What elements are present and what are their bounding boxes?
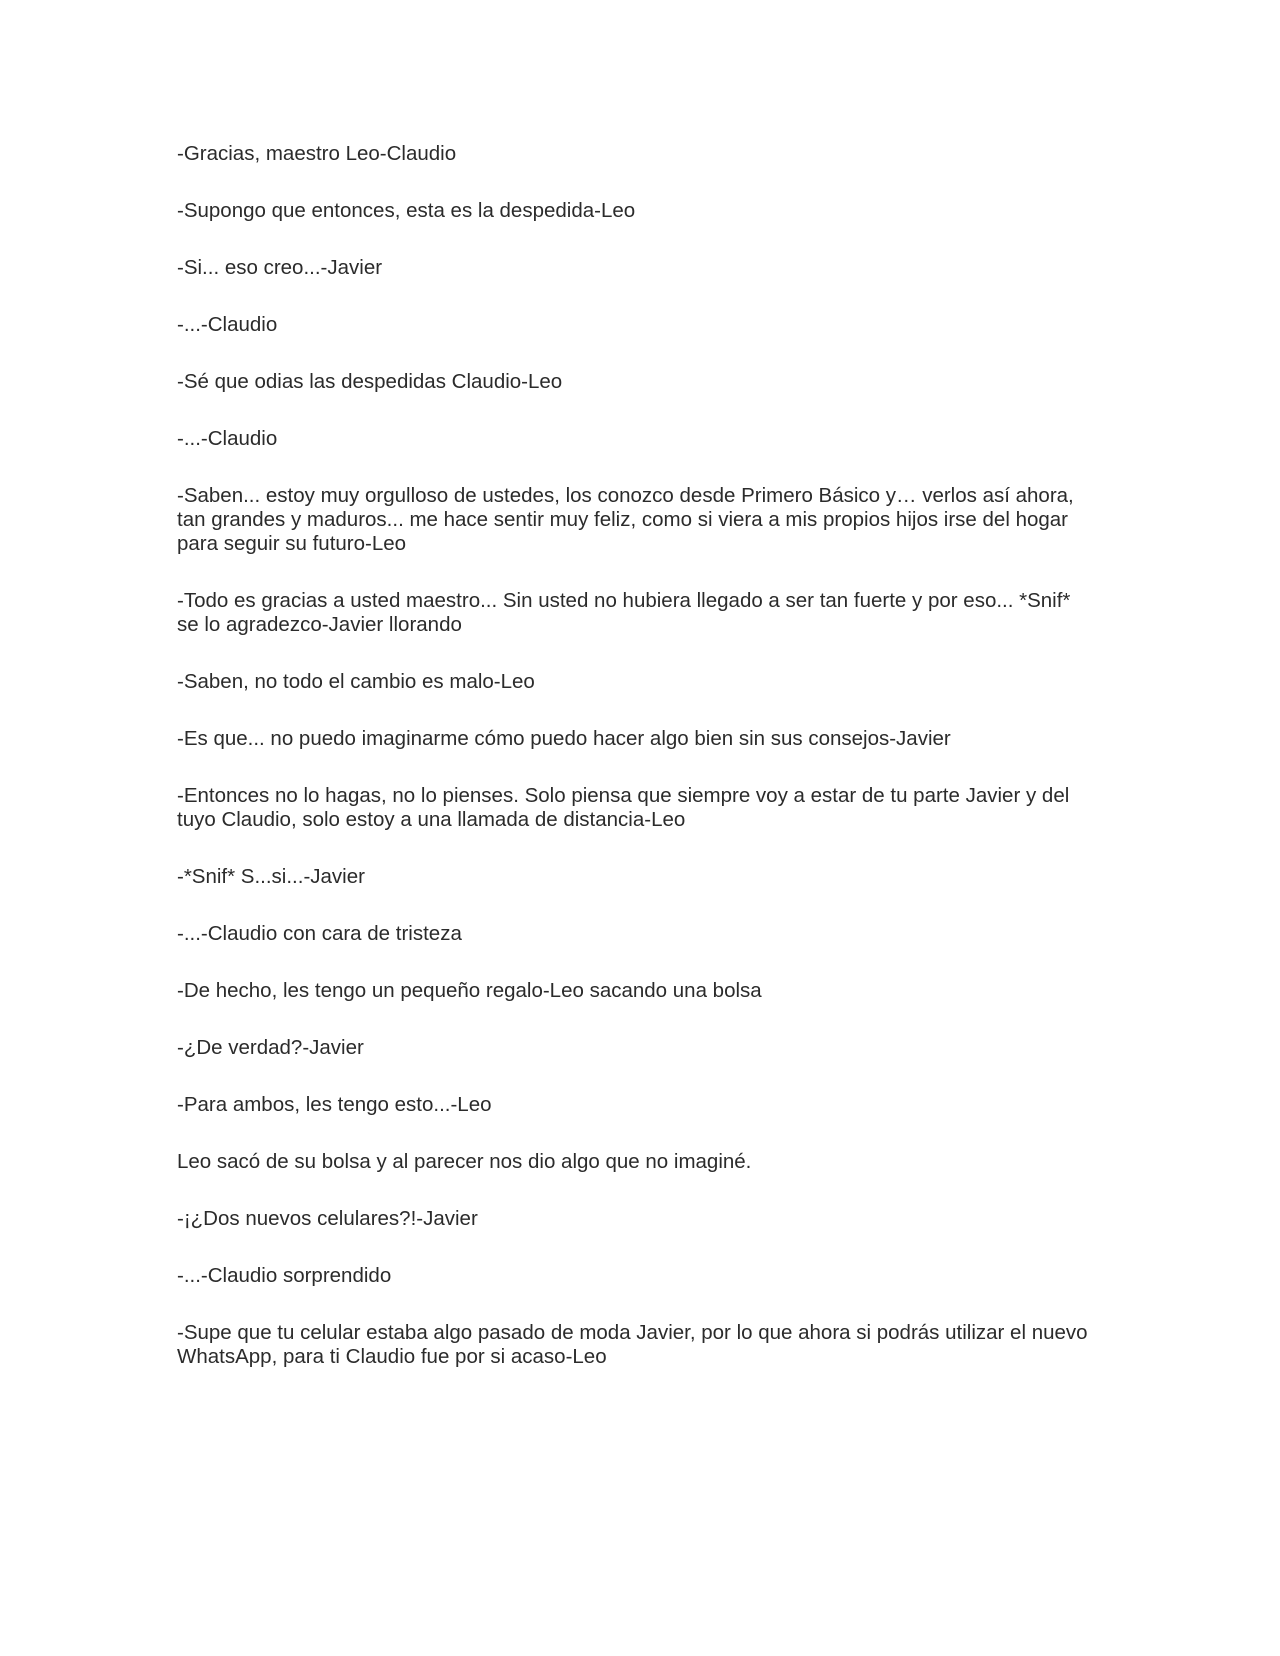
document-body [177,142,1097,1402]
paragraph-2: -Supongo que entonces, esta es la despedida-Leo [177,199,636,222]
paragraph-18: -¡¿Dos nuevos celulares?!-Javier [177,1207,478,1230]
paragraph-19: -...-Claudio sorprendido [177,1264,392,1287]
paragraph-16: -Para ambos, les tengo esto...-Leo [177,1093,492,1116]
paragraph-3: -Si... eso creo...-Javier [177,256,383,279]
paragraph-14: -De hecho, les tengo un pequeño regalo-Leo sacando una bolsa [177,979,762,1002]
paragraph-11: -Entonces no lo hagas, no lo pienses. Solo piensa que siempre voy a estar de tu parte Javier y del tuyo Claudio, solo estoy a una llamada de distancia-Leo [177,784,1070,831]
paragraph-1: -Gracias, maestro Leo-Claudio [177,142,457,165]
paragraph-17: Leo sacó de su bolsa y al parecer nos dio algo que no imaginé. [177,1150,752,1173]
paragraph-8: -Todo es gracias a usted maestro... Sin usted no hubiera llegado a ser tan fuerte y por eso... *Snif* se lo agradezco-Javier llorando [177,589,1071,636]
paragraph-7: -Saben... estoy muy orgulloso de ustedes, los conozco desde Primero Básico y… verlos así ahora, tan grandes y maduros... me hace sentir muy feliz, como si viera a mis propios hijos irse del hogar para seguir su futuro-Leo [177,484,1074,555]
paragraph-9: -Saben, no todo el cambio es malo-Leo [177,670,535,693]
paragraph-6: -...-Claudio [177,427,278,450]
paragraph-10: -Es que... no puedo imaginarme cómo puedo hacer algo bien sin sus consejos-Javier [177,727,951,750]
paragraph-13: -...-Claudio con cara de tristeza [177,922,462,945]
paragraph-20: -Supe que tu celular estaba algo pasado de moda Javier, por lo que ahora si podrás utilizar el nuevo WhatsApp, para ti Claudio fue por si acaso-Leo [177,1321,1088,1368]
paragraph-12: -*Snif* S...si...-Javier [177,865,365,888]
paragraph-15: -¿De verdad?-Javier [177,1036,364,1059]
paragraph-5: -Sé que odias las despedidas Claudio-Leo [177,370,563,393]
paragraph-4: -...-Claudio [177,313,278,336]
